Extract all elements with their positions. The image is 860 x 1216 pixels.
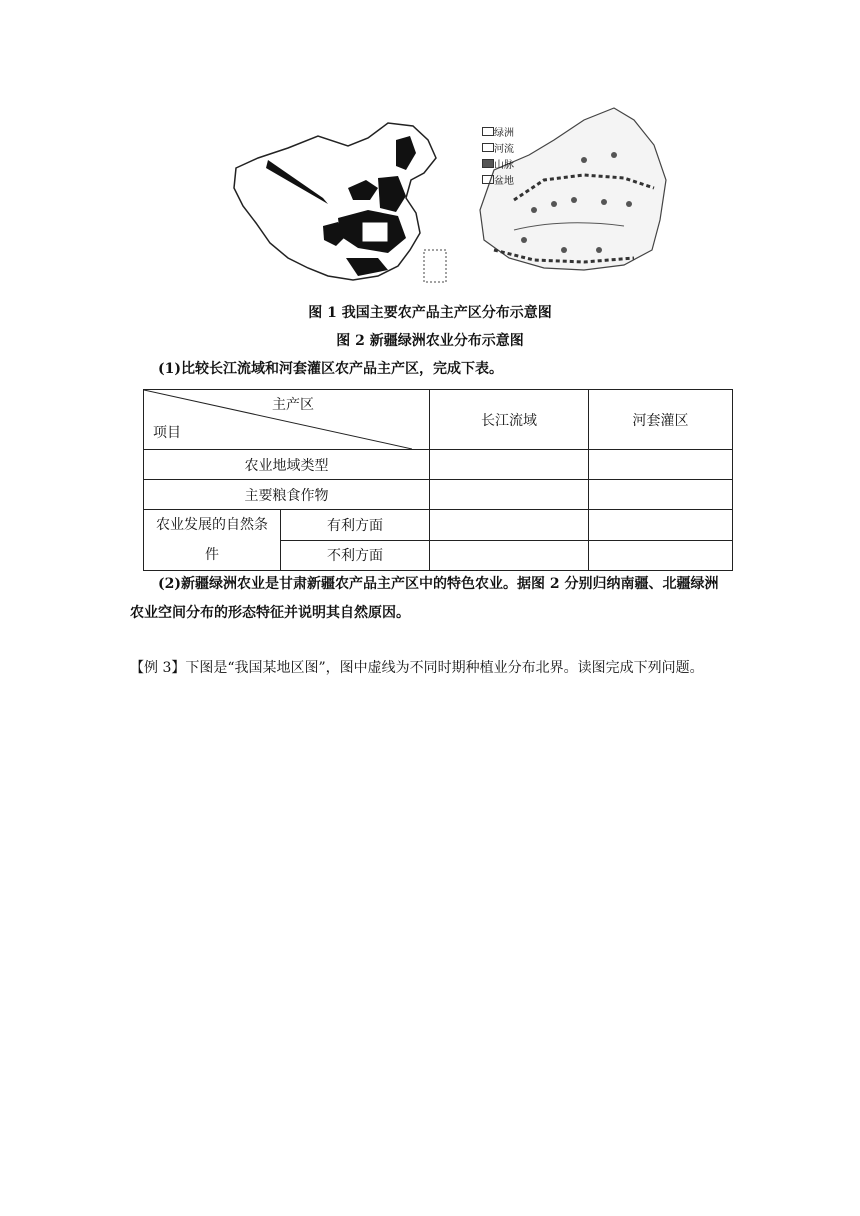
legend-item-basin: 盆地 (482, 174, 514, 190)
yangtze-hatched-area (362, 222, 388, 242)
cell-yangtze-favorable[interactable] (430, 510, 589, 541)
header-production-area: 主产区 (272, 397, 314, 413)
row-label-natural-conditions: 农业发展的自然条件 (144, 510, 281, 571)
cell-yangtze-unfavorable[interactable] (430, 540, 589, 571)
header-hetao: 河套灌区 (589, 390, 733, 450)
cell-yangtze-grain[interactable] (430, 480, 589, 510)
cell-hetao-agri-type[interactable] (589, 450, 733, 480)
legend-item-river: 河流 (482, 142, 514, 158)
question-1: (1)比较长江流域和河套灌区农产品主产区，完成下表。 (158, 361, 503, 377)
row-label-grain: 主要粮食作物 (144, 480, 430, 510)
row-label-unfavorable: 不利方面 (281, 540, 430, 571)
header-item: 项目 (153, 425, 181, 441)
cell-hetao-unfavorable[interactable] (589, 540, 733, 571)
row-label-favorable: 有利方面 (281, 510, 430, 541)
header-yangtze: 长江流域 (430, 390, 589, 450)
south-china-sea-inset (424, 250, 446, 282)
cell-yangtze-agri-type[interactable] (430, 450, 589, 480)
cell-hetao-grain[interactable] (589, 480, 733, 510)
china-agriculture-map (228, 118, 450, 286)
cell-hetao-favorable[interactable] (589, 510, 733, 541)
question-2: (2)新疆绿洲农业是甘肃新疆农产品主产区中的特色农业。据图 2 分别归纳南疆、北疆绿洲农业空间分布的形态特征并说明其自然原因。 (130, 576, 719, 621)
fig2-legend (482, 126, 514, 190)
figure1-caption: 图 1 我国主要农产品主产区分布示意图 (308, 305, 552, 321)
example-3: 【例 3】下图是“我国某地区图”，图中虚线为不同时期种植业分布北界。读图完成下列问题。 (130, 660, 704, 676)
row-label-agri-type: 农业地域类型 (144, 450, 430, 480)
legend-item-oasis: 绿洲 (482, 126, 514, 142)
figure2-caption: 图 2 新疆绿洲农业分布示意图 (336, 333, 524, 349)
diagonal-header-cell (144, 390, 430, 450)
xinjiang-oasis-map (474, 100, 674, 276)
legend-item-mountain: 山脉 (482, 158, 514, 174)
comparison-table (143, 389, 733, 571)
